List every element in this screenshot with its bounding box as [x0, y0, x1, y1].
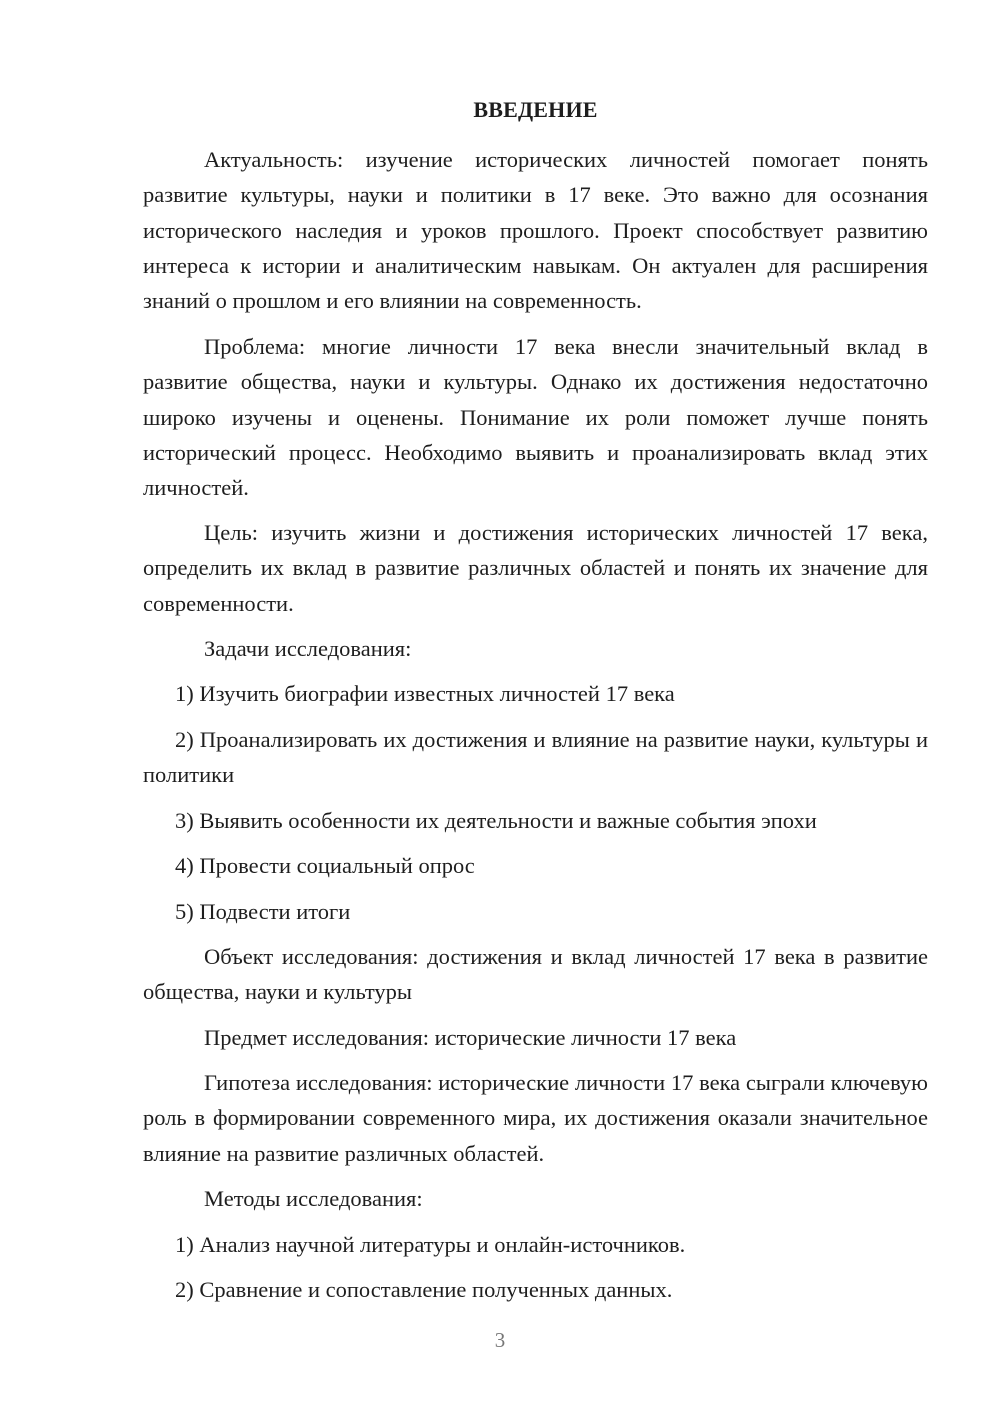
subject-paragraph: Предмет исследования: исторические личности 17 века [204, 1025, 737, 1050]
tasks-heading: Задачи исследования: [204, 636, 412, 661]
page-title: ВВЕДЕНИЕ [473, 97, 598, 122]
task-item-2: 2) Проанализировать их достижения и влияние на развитие науки, культуры и политики [143, 727, 928, 788]
method-item-1: 1) Анализ научной литературы и онлайн-источников. [175, 1232, 686, 1257]
object-paragraph: Объект исследования: достижения и вклад личностей 17 века в развитие общества, науки и культуры [143, 944, 928, 1005]
hypothesis-paragraph: Гипотеза исследования: исторические личности 17 века сыграли ключевую роль в формировании современного мира, их достижения оказали значительное влияние на развитие различных областей. [143, 1070, 928, 1166]
task-item-1: 1) Изучить биографии известных личностей 17 века [175, 681, 675, 706]
problem-paragraph: Проблема: многие личности 17 века внесли значительный вклад в развитие общества, науки и культуры. Однако их достижения недостаточно широко изучены и оценены. Понимание их роли поможет лучше понять исторический процесс. Необходимо выявить и проанализировать вклад этих личностей. [143, 334, 928, 501]
goal-paragraph: Цель: изучить жизни и достижения исторических личностей 17 века, определить их вклад в развитие различных областей и понять их значение для современности. [143, 520, 928, 616]
task-item-4: 4) Провести социальный опрос [175, 853, 475, 878]
task-item-3: 3) Выявить особенности их деятельности и важные события эпохи [175, 808, 817, 833]
relevance-paragraph: Актуальность: изучение исторических личностей помогает понять развитие культуры, науки и политики в 17 веке. Это важно для осознания исторического наследия и уроков прошлого. Проект способствует развитию интереса к истории и аналитическим навыкам. Он актуален для расширения знаний о прошлом и его влиянии на современность. [143, 147, 928, 314]
method-item-2: 2) Сравнение и сопоставление полученных данных. [175, 1277, 673, 1302]
methods-heading: Методы исследования: [204, 1186, 423, 1211]
page-number: 3 [494, 1328, 506, 1352]
task-item-5: 5) Подвести итоги [175, 899, 351, 924]
